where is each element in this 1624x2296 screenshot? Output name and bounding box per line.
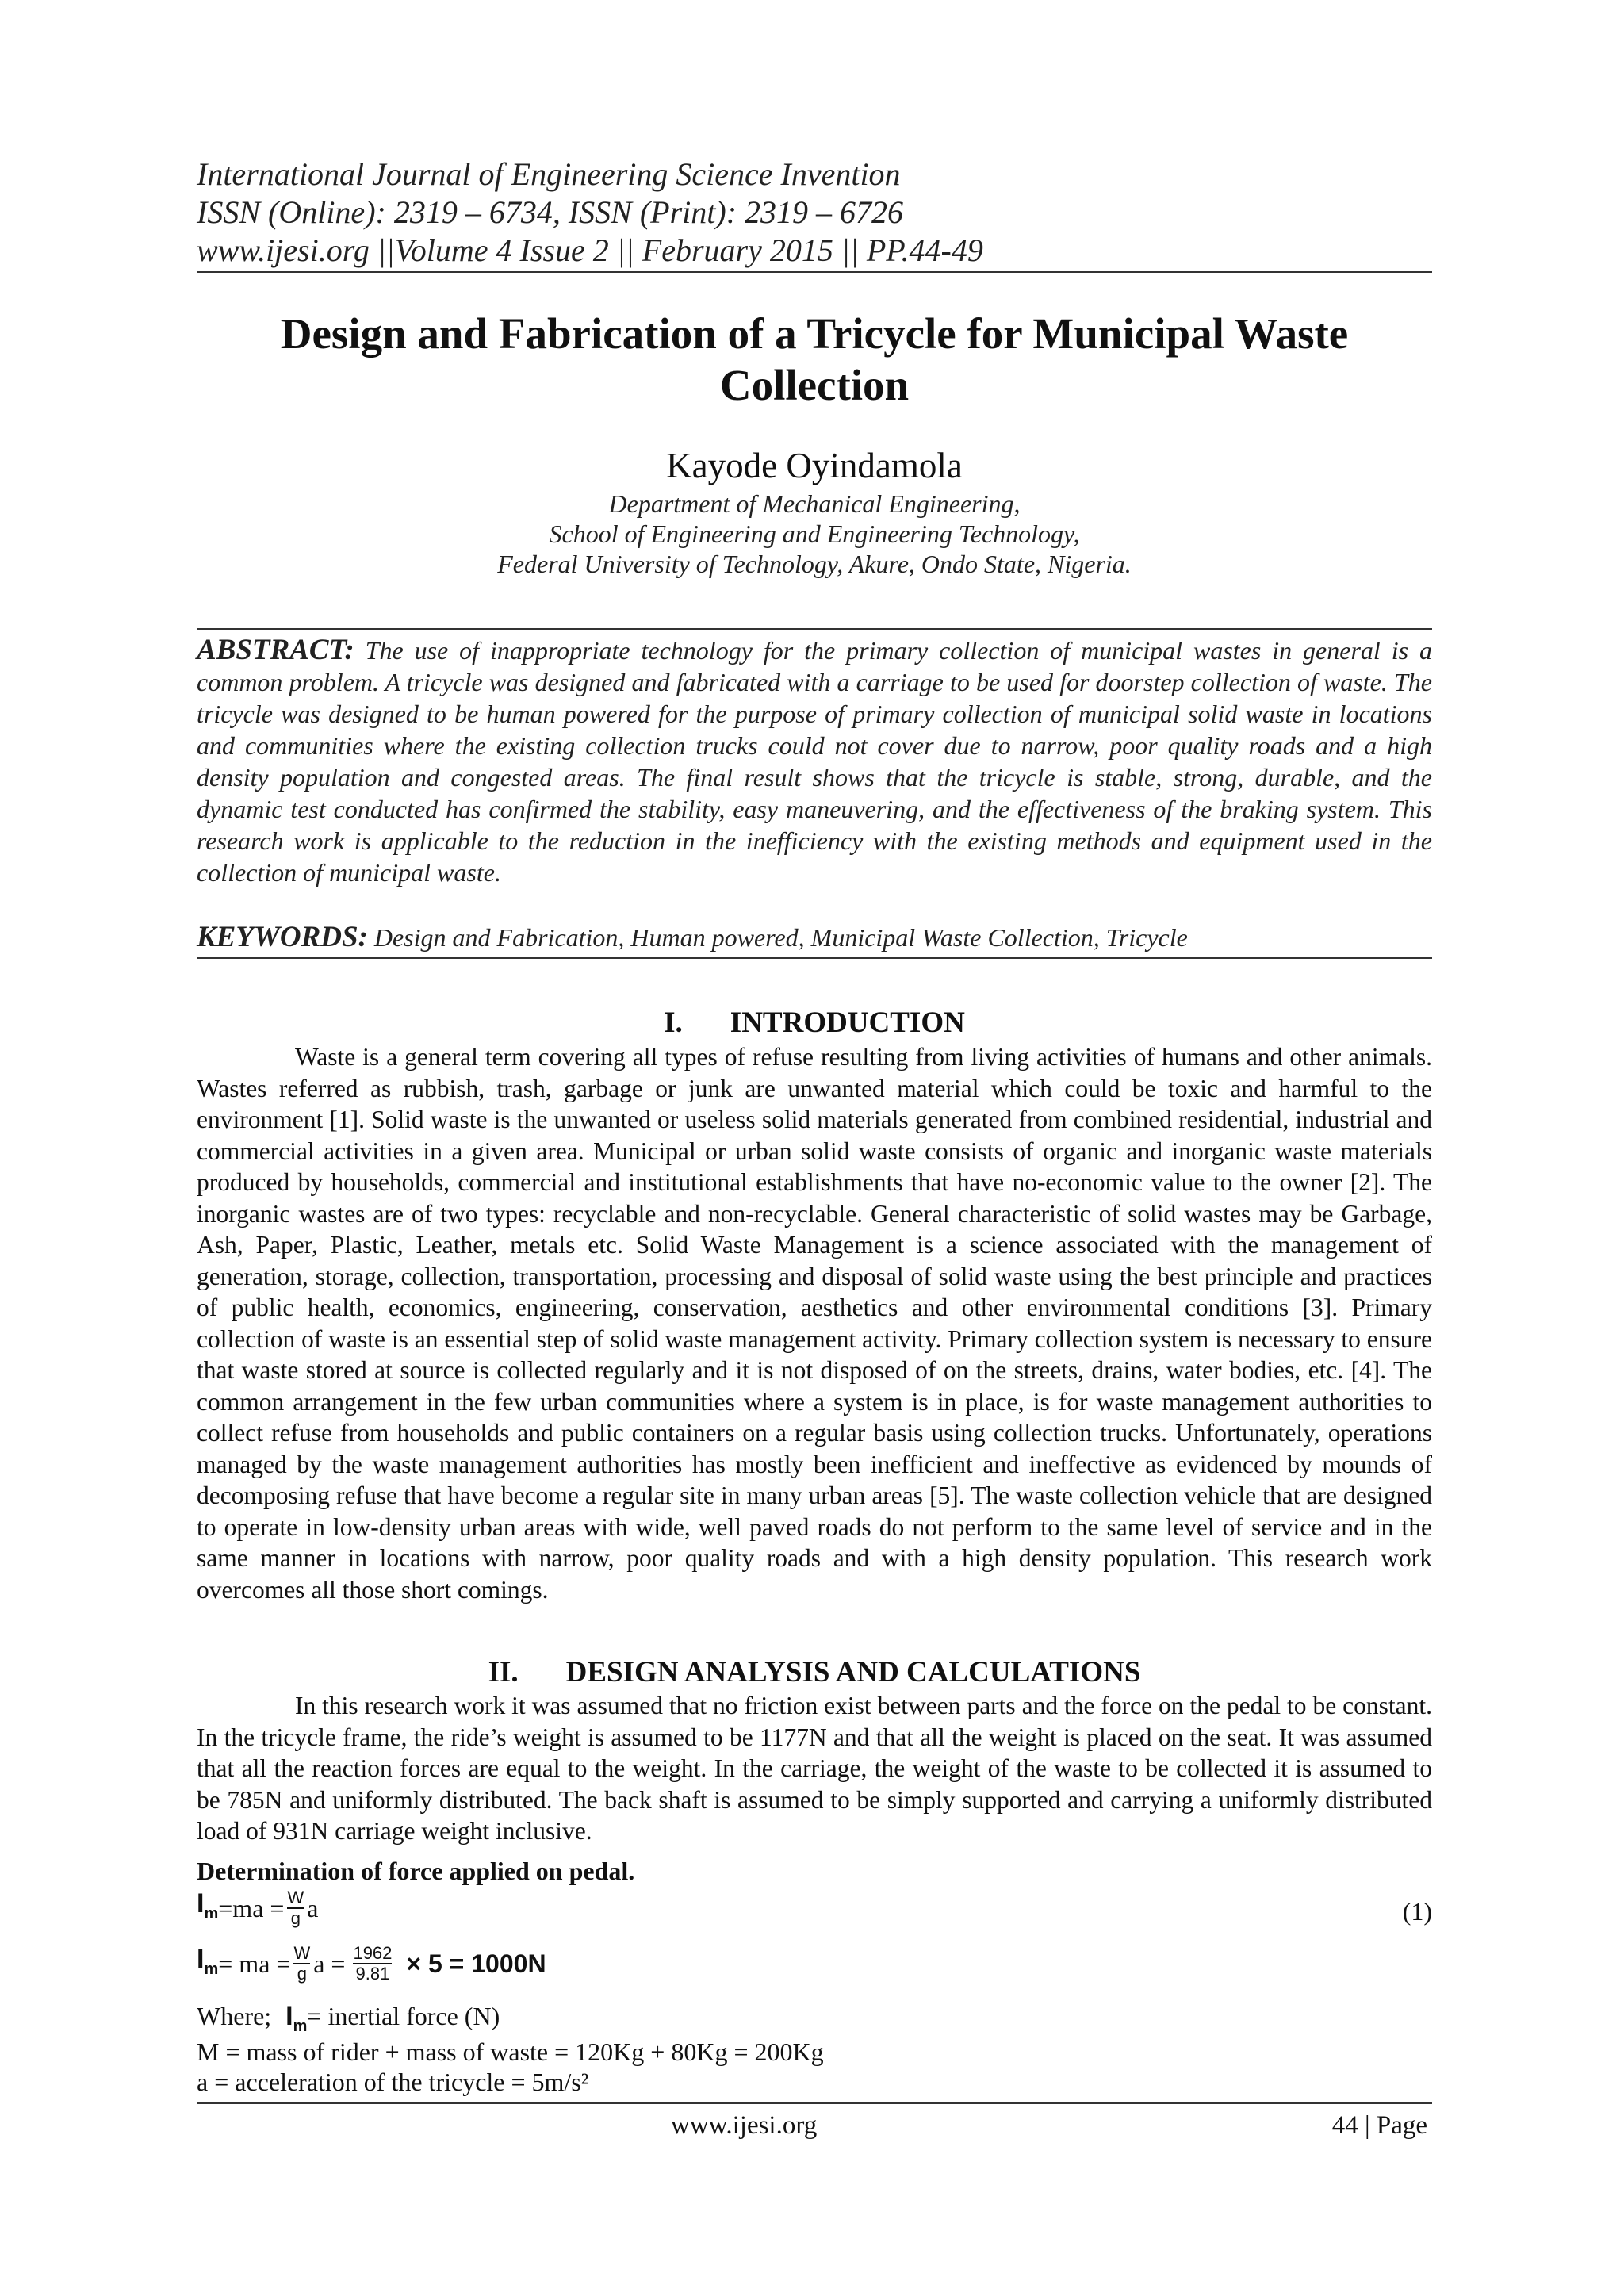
where-line: Where; $I_m=$ inertial force (N) — [197, 2001, 500, 2035]
subsection-heading: Determination of force applied on pedal. — [197, 1857, 635, 1885]
where-inertial: = inertial force (N) — [307, 2002, 500, 2030]
fraction-w-over-g: $\frac{W}{g}$ — [293, 1943, 311, 1984]
paper-title-line-2: Collection — [719, 361, 910, 409]
equation-1-mid: =ma = — [218, 1894, 285, 1922]
keywords-label: KEYWORDS: — [197, 921, 368, 953]
equation-2-result: × 5 = 1000N — [406, 1949, 546, 1978]
fraction-1962-over-981: $\frac{1962}{9.81}$ — [353, 1943, 393, 1984]
equation-2-mid: = ma = — [218, 1949, 291, 1978]
affiliation-line-3: Federal University of Technology, Akure, Ondo State, Nigeria. — [497, 550, 1132, 578]
inertial-force-symbol: $I_m$ — [285, 2001, 308, 2035]
section-number: II. — [488, 1656, 519, 1688]
affiliation-line-2: School of Engineering and Engineering Technology, — [549, 519, 1080, 548]
footer-site: www.ijesi.org — [671, 2111, 818, 2140]
footer-page-number: 44 | Page — [1331, 2111, 1427, 2140]
equation-2-tail: a = — [313, 1949, 346, 1978]
inertial-force-symbol: $I_m$ — [197, 1888, 219, 1922]
paper-title-line-1: Design and Fabrication of a Tricycle for Municipal Waste — [280, 309, 1349, 358]
keywords-text: Design and Fabrication, Human powered, Municipal Waste Collection, Tricycle — [367, 923, 1188, 952]
equation-2 — [197, 1938, 546, 1989]
paper-author: Kayode Oyindamola — [666, 446, 963, 485]
section-heading-design-analysis — [197, 1655, 1432, 1690]
introduction-paragraph: Waste is a general term covering all types of refuse resulting from living activities of humans and other animals. Wastes referred as rubbish, trash, garbage or junk are unwanted material which could be toxic and harmful to the environment [1]. Solid waste is the unwanted or useless solid materials generated from combined residential, industrial and commercial activities in a given area. Municipal or urban solid waste consists of organic and inorganic waste materials produced by households, commercial and institutional establishments that have no-economic value to the owner [2]. The inorganic wastes are of two types: recyclable and non-recyclable. General characteristic of solid wastes may be Garbage, Ash, Paper, Plastic, Leather, metals etc. Solid Waste Management is a science associated with the management of generation, storage, collection, transportation, processing and disposal of solid waste using the best principle and practices of public health, economics, engineering, conservation, aesthetics and other environmental conditions [3]. Primary collection of waste is an essential step of solid waste management activity. Primary collection system is necessary to ensure that waste stored at source is collected regularly and it is not disposed of on the streets, drains, water bodies, etc. [4]. The common arrangement in the few urban communities where a system is in place, is for waste management authorities to collect refuse from households and public containers on a regular basis using collection trucks. Unfortunately, operations managed by the waste management authorities has mostly been inefficient and ineffective as evidenced by mounds of decomposing refuse that have become a regular site in many urban areas [5]. The waste collection vehicle that are designed to operate in low-density urban areas with wide, well paved roads do not perform to the same level of service and in the same manner in locations with narrow, poor quality roads and with a high density population. This research work overcomes all those short comings. — [197, 1043, 1432, 1604]
acceleration-definition: a = acceleration of the tricycle = 5m/s² — [197, 2068, 589, 2096]
section-title: INTRODUCTION — [730, 1006, 965, 1039]
section-heading-introduction — [197, 1006, 1432, 1041]
footer-rule — [197, 2102, 1432, 2104]
affiliation-line-1: Department of Mechanical Engineering, — [608, 489, 1021, 518]
header-rule — [197, 271, 1432, 273]
abstract-label: ABSTRACT: — [197, 634, 354, 666]
journal-name: International Journal of Engineering Science Invention — [197, 156, 901, 192]
inertial-force-symbol: $I_m$ — [197, 1943, 219, 1978]
keywords — [197, 920, 1432, 955]
abstract — [197, 634, 1432, 888]
journal-issn: ISSN (Online): 2319 – 6734, ISSN (Print): 2319 – 6726 — [197, 194, 904, 230]
abstract-text: The use of inappropriate technology for the primary collection of municipal wastes in general is a common problem. A tricycle was designed and fabricated with a carriage to be used for doorstep collection of waste. The tricycle was designed to be human powered for the purpose of primary collection of municipal solid waste in locations and communities where the existing collection trucks could not cover due to narrow, poor quality roads and a high density population and congested areas. The final result shows that the tricycle is stable, strong, durable, and the dynamic test conducted has confirmed the stability, easy maneuvering, and the effectiveness of the braking system. This research work is applicable to the reduction in the inefficiency with the existing methods and equipment used in the collection of municipal waste. — [197, 636, 1432, 887]
abstract-top-rule — [197, 628, 1432, 630]
section-title: DESIGN ANALYSIS AND CALCULATIONS — [565, 1656, 1141, 1688]
paper-title — [197, 308, 1432, 411]
fraction-w-over-g: $\frac{W}{g}$ — [287, 1888, 304, 1928]
mass-definition: M = mass of rider + mass of waste = 120Kg + 80Kg = 200Kg — [197, 2037, 824, 2066]
keywords-rule — [197, 957, 1432, 959]
section-number: I. — [664, 1006, 683, 1039]
equation-1-number: (1) — [1402, 1897, 1432, 1926]
equation-1 — [197, 1883, 318, 1934]
equation-1-tail: a — [307, 1894, 319, 1922]
design-analysis-paragraph: In this research work it was assumed that no friction exist between parts and the force on the pedal to be constant. In the tricycle frame, the ride’s weight is assumed to be 1177N and that all the weight is placed on the seat. It was assumed that all the reaction forces are equal to the weight. In the carriage, the weight of the waste to be collected it is assumed to be 785N and uniformly distributed. The back shaft is assumed to be simply supported and carrying a uniformly distributed load of 931N carriage weight inclusive. — [197, 1692, 1432, 1845]
journal-volume: www.ijesi.org ||Volume 4 Issue 2 || February 2015 || PP.44-49 — [197, 232, 983, 268]
